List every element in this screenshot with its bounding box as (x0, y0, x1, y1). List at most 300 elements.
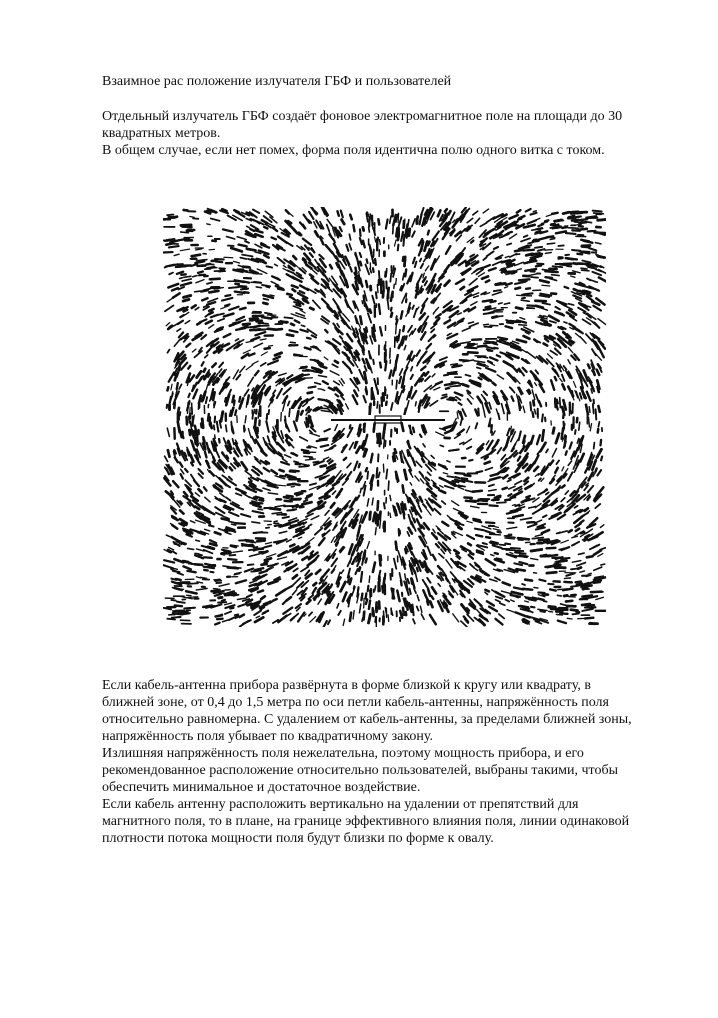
filing-mark (380, 434, 381, 444)
filing-mark (377, 238, 378, 247)
filing-mark (407, 497, 408, 502)
filing-mark (230, 555, 236, 556)
filing-mark (172, 617, 181, 618)
filing-mark (545, 566, 553, 567)
filing-mark (355, 442, 356, 448)
filing-mark (385, 387, 386, 395)
filing-mark (377, 402, 378, 409)
filing-mark (344, 458, 346, 460)
filing-mark (466, 375, 471, 376)
filing-mark (319, 399, 324, 400)
filing-mark (207, 267, 214, 268)
filing-mark (190, 217, 194, 218)
filing-mark (265, 348, 270, 349)
filing-mark (215, 417, 216, 423)
filing-mark (380, 363, 381, 368)
filing-mark (223, 566, 229, 567)
filing-mark (445, 209, 447, 211)
filing-mark (388, 615, 389, 622)
filing-mark (362, 301, 363, 304)
filing-mark (353, 225, 354, 231)
filing-mark (463, 384, 469, 386)
filing-mark (403, 485, 404, 492)
filing-mark (380, 520, 381, 528)
filing-mark (522, 584, 525, 585)
filing-mark (563, 412, 564, 419)
filing-mark (523, 250, 534, 251)
filing-mark (232, 524, 236, 525)
filing-mark (260, 500, 263, 501)
filing-mark (225, 295, 230, 296)
filing-mark (245, 540, 253, 541)
filing-mark (190, 430, 191, 435)
filing-mark (422, 459, 424, 462)
filing-mark (545, 220, 548, 221)
filing-mark (235, 410, 236, 415)
filing-mark (357, 587, 358, 597)
filing-mark (234, 400, 235, 405)
filing-mark (576, 217, 581, 218)
filing-mark (591, 389, 592, 393)
filing-mark (400, 611, 402, 618)
filing-mark (558, 245, 563, 246)
filing-mark (396, 510, 397, 515)
filing-mark (391, 292, 393, 301)
filing-mark (585, 618, 593, 619)
filing-mark (391, 313, 392, 317)
filing-mark (541, 611, 545, 612)
filing-mark (520, 556, 527, 557)
filing-mark (542, 285, 550, 286)
filing-mark (498, 532, 501, 533)
filing-mark (601, 457, 602, 461)
filing-mark (546, 277, 553, 278)
filing-mark (502, 269, 505, 270)
filing-mark (258, 509, 262, 510)
filing-mark (505, 535, 512, 536)
filing-mark (450, 386, 460, 387)
filing-mark (225, 398, 226, 401)
filing-mark (405, 257, 406, 266)
filing-mark (253, 413, 254, 419)
filing-mark (384, 424, 385, 433)
filing-mark (274, 521, 277, 522)
filing-mark (369, 576, 370, 583)
filing-mark (204, 369, 205, 372)
document-title: Взаимное рас положение излучателя ГБФ и пользователей (102, 74, 452, 89)
filing-mark (578, 254, 583, 255)
filing-mark (321, 226, 323, 229)
filing-mark (595, 469, 596, 472)
filing-mark (262, 317, 271, 319)
filing-mark (273, 599, 276, 601)
filing-mark (598, 422, 599, 427)
filing-mark (331, 585, 333, 588)
filing-mark (380, 512, 381, 519)
filing-mark (364, 424, 365, 429)
filing-mark (403, 221, 404, 228)
filing-mark (491, 301, 496, 302)
filing-mark (256, 321, 262, 322)
filing-mark (451, 382, 458, 383)
filing-mark (386, 269, 387, 277)
filing-mark (557, 561, 567, 563)
filing-mark (455, 473, 464, 474)
filing-mark (379, 304, 380, 314)
filing-mark (594, 443, 595, 449)
filing-mark (598, 387, 599, 392)
filing-mark (254, 282, 261, 283)
filing-mark (366, 593, 367, 598)
filing-mark (569, 212, 579, 213)
filing-mark (573, 614, 579, 615)
filing-mark (566, 233, 576, 234)
filing-mark (172, 579, 177, 580)
filing-mark (473, 491, 482, 492)
filing-mark (284, 317, 292, 318)
filing-mark (183, 611, 188, 612)
filing-mark (318, 501, 321, 503)
filing-mark (483, 543, 487, 544)
filing-mark (505, 544, 510, 545)
filing-mark (465, 475, 471, 476)
filing-mark (394, 284, 395, 288)
filing-mark (525, 580, 532, 581)
filing-mark (396, 279, 397, 285)
filing-mark (578, 461, 580, 465)
filing-mark (396, 542, 397, 550)
filing-mark (531, 277, 538, 278)
filing-mark (377, 468, 378, 478)
filing-mark (575, 430, 576, 434)
filing-mark (370, 247, 371, 252)
filing-mark (270, 484, 276, 485)
filing-mark (301, 411, 303, 415)
filing-mark (540, 316, 544, 317)
filing-mark (519, 325, 527, 326)
filing-mark (208, 414, 209, 421)
filing-mark (175, 606, 182, 607)
filing-mark (582, 270, 589, 271)
filing-mark (229, 287, 238, 288)
filing-mark (364, 296, 365, 306)
filing-mark (531, 607, 535, 608)
filing-mark (206, 397, 207, 403)
filing-mark (188, 366, 190, 369)
filing-mark (526, 598, 536, 599)
filing-mark (375, 528, 376, 535)
filing-mark (417, 500, 419, 503)
filing-mark (571, 586, 578, 587)
filing-mark (360, 554, 361, 557)
filing-mark (360, 262, 361, 265)
filing-mark (496, 497, 501, 498)
filing-mark (568, 596, 575, 597)
filing-mark (187, 595, 192, 596)
filing-mark (467, 348, 477, 349)
filing-mark (285, 501, 292, 502)
filing-mark (167, 215, 173, 216)
filing-mark (505, 500, 510, 501)
filing-mark (210, 291, 219, 293)
filing-mark (499, 303, 503, 304)
filing-mark (506, 537, 515, 538)
filing-mark (294, 462, 298, 463)
filing-mark (545, 271, 554, 272)
filing-mark (247, 249, 256, 251)
filing-mark (579, 226, 583, 227)
filing-mark (444, 375, 448, 376)
filing-mark (525, 601, 529, 602)
filing-mark (278, 289, 284, 290)
filing-mark (361, 572, 362, 582)
filing-mark (432, 463, 435, 465)
filing-mark (192, 255, 201, 257)
filing-mark (578, 229, 587, 230)
filing-mark (485, 590, 489, 592)
filing-mark (287, 335, 293, 336)
filing-mark (547, 236, 553, 237)
filing-mark (588, 365, 590, 369)
filing-mark (553, 266, 563, 267)
filing-mark (407, 224, 408, 229)
filing-mark (176, 266, 186, 267)
filing-mark (280, 470, 284, 471)
filing-mark (394, 453, 395, 461)
filing-mark (362, 618, 363, 621)
filing-mark (226, 425, 227, 432)
intro-paragraph (102, 108, 662, 159)
filing-mark (308, 392, 312, 393)
filing-mark (299, 375, 309, 376)
filing-mark (199, 555, 202, 556)
filing-mark (403, 608, 404, 615)
filing-mark (385, 441, 386, 447)
filing-mark (346, 280, 348, 287)
filing-mark (468, 352, 477, 353)
filing-mark (533, 412, 534, 417)
filing-mark (191, 463, 193, 466)
filing-mark (528, 242, 533, 243)
filing-mark (531, 257, 538, 258)
filing-mark (582, 604, 590, 605)
filing-mark (201, 577, 207, 578)
filing-mark (419, 407, 420, 412)
filing-mark (367, 259, 368, 263)
filing-mark (190, 414, 191, 419)
filing-mark (194, 415, 195, 420)
filing-mark (221, 412, 223, 422)
filing-mark (403, 257, 404, 261)
filing-mark (410, 544, 411, 548)
filing-mark (405, 470, 407, 479)
filing-mark (549, 611, 553, 612)
filing-mark (383, 394, 384, 401)
filing-mark (187, 417, 188, 425)
filing-mark (445, 603, 447, 606)
filing-mark (210, 279, 220, 280)
filing-mark (184, 310, 188, 312)
filing-mark (512, 273, 515, 274)
filing-mark (534, 588, 538, 589)
filing-mark (526, 254, 532, 255)
text-line: квадратных метров. (102, 126, 221, 141)
filing-mark (300, 507, 304, 508)
filing-mark (335, 361, 338, 363)
filing-mark (531, 549, 542, 551)
filing-mark (535, 301, 545, 302)
filing-mark (262, 285, 270, 286)
filing-mark (269, 410, 270, 414)
filing-mark (368, 586, 369, 592)
filing-mark (536, 266, 541, 267)
filing-mark (375, 586, 376, 591)
filing-mark (571, 610, 578, 611)
filing-mark (565, 578, 571, 579)
filing-mark (396, 380, 397, 389)
filing-mark (369, 614, 371, 623)
filing-mark (359, 464, 360, 467)
filing-mark (415, 402, 416, 406)
filing-mark (187, 571, 195, 572)
filing-mark (526, 496, 530, 497)
filing-mark (396, 325, 397, 334)
filing-mark (214, 425, 215, 429)
filing-mark (515, 288, 520, 289)
filing-mark (533, 401, 534, 406)
filing-mark (264, 299, 269, 300)
filing-mark (299, 233, 301, 235)
filing-mark (314, 583, 317, 585)
filing-mark (524, 236, 528, 238)
filing-mark (366, 468, 367, 471)
filing-mark (263, 303, 267, 304)
filing-mark (382, 397, 383, 406)
filing-mark (237, 270, 247, 272)
filing-mark (262, 564, 267, 565)
filing-mark (247, 395, 249, 404)
filing-mark (260, 260, 264, 261)
filing-mark (254, 532, 263, 533)
filing-mark (515, 552, 526, 553)
filing-mark (447, 476, 454, 477)
filing-mark (417, 568, 418, 571)
filing-mark (384, 503, 385, 508)
filing-mark (364, 612, 365, 620)
filing-mark (293, 289, 296, 291)
filing-mark (369, 601, 370, 609)
filing-mark (390, 513, 391, 517)
filing-mark (264, 227, 267, 228)
filing-mark (367, 472, 368, 479)
filing-mark (370, 310, 371, 313)
filing-mark (214, 402, 215, 405)
filing-mark (349, 234, 350, 240)
filing-mark (513, 379, 515, 381)
filing-mark (219, 271, 226, 272)
filing-mark (165, 240, 168, 241)
filing-mark (555, 399, 556, 408)
filing-mark (407, 229, 408, 238)
filing-mark (243, 324, 250, 325)
filing-mark (538, 593, 544, 594)
filing-mark (551, 224, 554, 225)
filing-mark (530, 402, 531, 410)
filing-mark (574, 263, 577, 264)
filing-mark (402, 423, 404, 431)
filing-mark (170, 397, 171, 403)
filing-mark (486, 306, 491, 307)
filing-mark (598, 406, 599, 412)
filing-mark (168, 387, 169, 390)
filing-mark (467, 391, 470, 393)
text-line: Отдельный излучатель ГБФ создаёт фоновое электромагнитное поле на площади до 30 (102, 109, 623, 124)
filing-mark (484, 327, 491, 328)
filing-mark (270, 295, 274, 296)
filing-mark (385, 607, 386, 612)
filing-mark (506, 326, 512, 328)
filing-mark (362, 350, 363, 354)
filing-mark (276, 329, 282, 330)
filing-mark (522, 295, 527, 296)
filing-mark (560, 613, 567, 614)
filing-mark (222, 519, 229, 521)
filing-mark (281, 413, 282, 421)
filing-mark (251, 571, 261, 572)
filing-mark (354, 334, 356, 337)
filing-mark (583, 588, 587, 589)
filing-mark (373, 268, 374, 272)
filing-mark (262, 551, 267, 553)
filing-mark (350, 267, 352, 271)
filing-mark (235, 523, 244, 524)
filing-mark (321, 466, 326, 467)
filing-mark (174, 402, 175, 408)
filing-mark (268, 346, 272, 347)
filing-mark (287, 496, 293, 497)
filing-mark (491, 425, 492, 432)
filing-mark (235, 614, 239, 615)
filing-mark (369, 227, 370, 232)
filing-mark (398, 245, 399, 251)
filing-mark (268, 329, 276, 330)
filing-mark (183, 561, 188, 562)
filing-mark (254, 503, 263, 504)
filing-mark (188, 394, 189, 398)
filing-mark (310, 308, 313, 310)
filing-mark (507, 322, 513, 323)
filing-mark (395, 449, 396, 453)
filing-mark (598, 219, 606, 220)
filing-mark (516, 308, 522, 309)
filing-mark (539, 540, 549, 541)
filing-mark (538, 599, 544, 600)
filing-mark (318, 594, 320, 597)
filing-mark (366, 559, 367, 563)
filing-mark (240, 308, 245, 309)
filing-mark (177, 383, 178, 389)
filing-mark (360, 229, 361, 236)
filing-mark (373, 360, 374, 364)
filing-mark (546, 253, 552, 254)
filing-mark (479, 378, 482, 380)
filing-mark (514, 571, 517, 572)
filing-mark (556, 227, 561, 228)
filing-mark (350, 579, 352, 585)
filing-mark (291, 324, 294, 325)
filing-mark (205, 452, 207, 458)
filing-mark (517, 269, 521, 270)
